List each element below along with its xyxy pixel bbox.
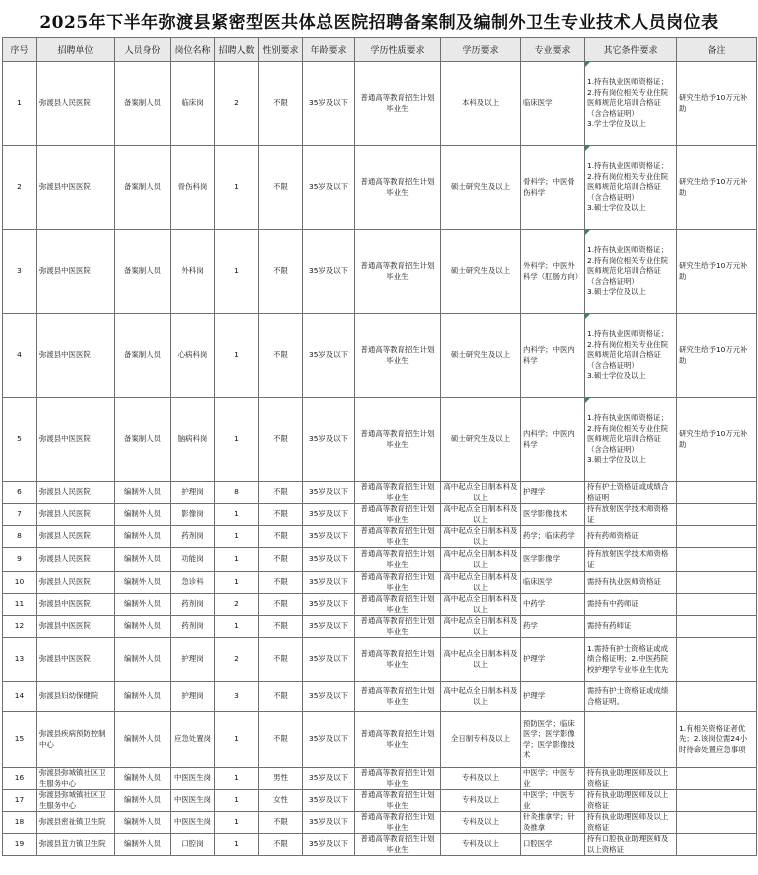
cell-gender: 不限 [259,526,303,548]
condition-line: 1.持有执业医师资格证； [587,161,668,171]
cell-edu: 高中起点全日制本科及以上 [441,482,521,504]
cell-post: 应急处置岗 [171,712,215,768]
cell-gender: 不限 [259,682,303,712]
cell-major: 中医学；中医专业 [521,790,585,812]
cell-count: 2 [215,594,259,616]
cell-identity: 编制外人员 [115,526,171,548]
cell-count: 1 [215,768,259,790]
cell-unit: 弥渡县密祉镇卫生院 [37,812,115,834]
cell-note [677,812,757,834]
cell-unit: 弥渡县妇幼保健院 [37,682,115,712]
cell-count: 3 [215,682,259,712]
cell-major: 中药学 [521,594,585,616]
condition-line: 2.持有岗位相关专业住院医师规范化培训合格证（含合格证明） [587,255,668,286]
cell-cond [585,230,677,314]
condition-line: 持有放射医学技术师资格证 [587,504,669,524]
cell-post: 急诊科 [171,572,215,594]
cell-identity: 编制外人员 [115,548,171,572]
cell-nature: 普通高等教育招生计划毕业生 [355,398,441,482]
table-row [3,398,757,482]
cell-count: 2 [215,62,259,146]
table-row [3,62,757,146]
cell-edu: 高中起点全日制本科及以上 [441,638,521,682]
cell-identity: 编制外人员 [115,638,171,682]
cell-major: 口腔医学 [521,834,585,856]
cell-cond [585,146,677,230]
cell-edu: 硕士研究生及以上 [441,230,521,314]
cell-no: 3 [3,230,37,314]
condition-line: 需持有药师证 [587,621,632,631]
cell-note [677,616,757,638]
cell-cond [585,594,677,616]
cell-cond [585,62,677,146]
cell-count: 1 [215,230,259,314]
cell-cond [585,638,677,682]
cell-edu: 专科及以上 [441,834,521,856]
cell-edu: 高中起点全日制本科及以上 [441,616,521,638]
cell-identity: 编制外人员 [115,790,171,812]
cell-note [677,548,757,572]
cell-note [677,834,757,856]
cell-gender: 不限 [259,812,303,834]
cell-unit: 弥渡县人民医院 [37,548,115,572]
cell-age: 35岁及以下 [303,314,355,398]
cell-nature: 普通高等教育招生计划毕业生 [355,834,441,856]
cell-edu: 硕士研究生及以上 [441,314,521,398]
cell-gender: 女性 [259,790,303,812]
cell-major: 预防医学；临床医学；医学影像学；医学影像技术 [521,712,585,768]
cell-nature: 普通高等教育招生计划毕业生 [355,62,441,146]
cell-cond [585,526,677,548]
cell-no: 9 [3,548,37,572]
cell-note: 研究生给予10万元补助 [677,314,757,398]
cell-count: 1 [215,790,259,812]
cell-post: 中医医生岗 [171,768,215,790]
cell-identity: 编制外人员 [115,812,171,834]
cell-note: 研究生给予10万元补助 [677,398,757,482]
cell-gender: 不限 [259,398,303,482]
cell-nature: 普通高等教育招生计划毕业生 [355,790,441,812]
cell-nature: 普通高等教育招生计划毕业生 [355,594,441,616]
cell-identity: 备案制人员 [115,146,171,230]
cell-age: 35岁及以下 [303,768,355,790]
cell-post: 护理岗 [171,482,215,504]
cell-unit: 弥渡县中医医院 [37,616,115,638]
cell-identity: 编制外人员 [115,712,171,768]
cell-edu: 高中起点全日制本科及以上 [441,504,521,526]
cell-no: 6 [3,482,37,504]
condition-line: 需持有中药师证 [587,599,639,609]
cell-major: 中医学；中医专业 [521,768,585,790]
cell-identity: 编制外人员 [115,504,171,526]
cell-unit: 弥渡县人民医院 [37,482,115,504]
cell-unit: 弥渡县弥城镇社区卫生服务中心 [37,790,115,812]
condition-line: 1.持有执业医师资格证； [587,329,668,339]
cell-identity: 编制外人员 [115,768,171,790]
condition-line: 1.持有执业医师资格证； [587,77,668,87]
cell-count: 1 [215,314,259,398]
cell-post: 药剂岗 [171,594,215,616]
cell-note [677,638,757,682]
cell-post: 口腔岗 [171,834,215,856]
condition-line: 需持有执业医师资格证 [587,577,661,587]
cell-age: 35岁及以下 [303,790,355,812]
cell-cond [585,548,677,572]
cell-no: 5 [3,398,37,482]
cell-no: 13 [3,638,37,682]
cell-major: 临床医学 [521,62,585,146]
column-header-edu: 学历要求 [441,38,521,62]
cell-edu: 专科及以上 [441,812,521,834]
cell-note: 1.有相关资格证者优先；2.该岗位需24小时待命处置应急事项 [677,712,757,768]
cell-identity: 备案制人员 [115,398,171,482]
condition-line: 3.硕士学位及以上 [587,203,646,213]
condition-line: 2.持有岗位相关专业住院医师规范化培训合格证（含合格证明） [587,171,668,202]
cell-no: 11 [3,594,37,616]
cell-no: 2 [3,146,37,230]
cell-age: 35岁及以下 [303,526,355,548]
cell-no: 1 [3,62,37,146]
cell-cond [585,712,677,768]
cell-note [677,790,757,812]
cell-gender: 不限 [259,572,303,594]
cell-nature: 普通高等教育招生计划毕业生 [355,572,441,594]
cell-count: 1 [215,146,259,230]
cell-no: 12 [3,616,37,638]
cell-unit: 弥渡县人民医院 [37,62,115,146]
cell-major: 护理学 [521,638,585,682]
table-row [3,482,757,504]
cell-identity: 备案制人员 [115,62,171,146]
cell-major: 外科学；中医外科学（肛肠方向） [521,230,585,314]
cell-post: 护理岗 [171,682,215,712]
cell-cond [585,482,677,504]
table-row [3,638,757,682]
cell-age: 35岁及以下 [303,548,355,572]
cell-note [677,768,757,790]
cell-edu: 专科及以上 [441,790,521,812]
cell-no: 7 [3,504,37,526]
cell-age: 35岁及以下 [303,572,355,594]
cell-cond [585,572,677,594]
column-header-cond: 其它条件要求 [585,38,677,62]
cell-unit: 弥渡县人民医院 [37,504,115,526]
cell-no: 17 [3,790,37,812]
cell-post: 外科岗 [171,230,215,314]
column-header-nature: 学历性质要求 [355,38,441,62]
cell-age: 35岁及以下 [303,682,355,712]
cell-count: 1 [215,812,259,834]
cell-age: 35岁及以下 [303,504,355,526]
cell-edu: 全日制专科及以上 [441,712,521,768]
table-row [3,682,757,712]
cell-major: 药学；临床药学 [521,526,585,548]
cell-identity: 备案制人员 [115,314,171,398]
cell-edu: 高中起点全日制本科及以上 [441,548,521,572]
column-header-note: 备注 [677,38,757,62]
cell-nature: 普通高等教育招生计划毕业生 [355,314,441,398]
cell-identity: 编制外人员 [115,572,171,594]
cell-unit: 弥渡县中医医院 [37,146,115,230]
cell-age: 35岁及以下 [303,482,355,504]
table-row [3,146,757,230]
table-row [3,768,757,790]
condition-line: 持有护士资格证或成绩合格证明 [587,482,669,502]
table-row [3,504,757,526]
cell-major: 骨科学；中医骨伤科学 [521,146,585,230]
table-row [3,812,757,834]
cell-nature: 普通高等教育招生计划毕业生 [355,682,441,712]
cell-no: 19 [3,834,37,856]
cell-major: 临床医学 [521,572,585,594]
cell-gender: 不限 [259,712,303,768]
cell-nature: 普通高等教育招生计划毕业生 [355,230,441,314]
condition-line: 需持有护士资格证或成绩合格证明。 [587,686,669,706]
table-row [3,594,757,616]
cell-post: 脑病科岗 [171,398,215,482]
cell-no: 8 [3,526,37,548]
cell-note: 研究生给予10万元补助 [677,62,757,146]
condition-line: 持有药师资格证 [587,531,639,541]
cell-unit: 弥渡县苴力镇卫生院 [37,834,115,856]
cell-major: 针灸推拿学；针灸推拿 [521,812,585,834]
column-header-identity: 人员身份 [115,38,171,62]
cell-age: 35岁及以下 [303,616,355,638]
cell-cond [585,504,677,526]
cell-major: 内科学；中医内科学 [521,398,585,482]
cell-identity: 备案制人员 [115,230,171,314]
condition-line: 持有放射医学技术师资格证 [587,549,669,569]
cell-gender: 不限 [259,314,303,398]
condition-line: 3.硕士学位及以上 [587,287,646,297]
cell-post: 中医医生岗 [171,812,215,834]
cell-unit: 弥渡县中医医院 [37,398,115,482]
cell-count: 1 [215,572,259,594]
cell-identity: 编制外人员 [115,616,171,638]
cell-nature: 普通高等教育招生计划毕业生 [355,146,441,230]
condition-line: 2.持有岗位相关专业住院医师规范化培训合格证（含合格证明） [587,339,668,370]
table-row [3,790,757,812]
cell-note [677,594,757,616]
cell-major: 内科学；中医内科学 [521,314,585,398]
cell-edu: 硕士研究生及以上 [441,146,521,230]
cell-unit: 弥渡县中医医院 [37,230,115,314]
cell-major: 护理学 [521,482,585,504]
cell-post: 中医医生岗 [171,790,215,812]
page-title: 2025年下半年弥渡县紧密型医共体总医院招聘备案制及编制外卫生专业技术人员岗位表 [39,13,719,33]
cell-cond [585,682,677,712]
cell-nature: 普通高等教育招生计划毕业生 [355,616,441,638]
cell-major: 药学 [521,616,585,638]
cell-nature: 普通高等教育招生计划毕业生 [355,812,441,834]
condition-line: 持有口腔执业助理医师及以上资格证 [587,834,669,854]
cell-nature: 普通高等教育招生计划毕业生 [355,768,441,790]
condition-line: 2.持有岗位相关专业住院医师规范化培训合格证（含合格证明） [587,423,668,454]
cell-no: 16 [3,768,37,790]
cell-no: 10 [3,572,37,594]
table-row [3,712,757,768]
condition-line: 持有执业助理医师及以上资格证 [587,812,669,832]
column-header-unit: 招聘单位 [37,38,115,62]
cell-gender: 不限 [259,146,303,230]
table-row [3,572,757,594]
cell-gender: 不限 [259,638,303,682]
cell-post: 临床岗 [171,62,215,146]
table-row [3,548,757,572]
cell-nature: 普通高等教育招生计划毕业生 [355,638,441,682]
cell-gender: 不限 [259,62,303,146]
cell-count: 1 [215,504,259,526]
cell-count: 8 [215,482,259,504]
cell-cond [585,812,677,834]
cell-gender: 不限 [259,504,303,526]
cell-cond [585,768,677,790]
cell-age: 35岁及以下 [303,594,355,616]
cell-gender: 不限 [259,482,303,504]
condition-line: 1.需持有护士资格证或成绩合格证明；2.中医药院校护理学专业毕业生优先 [587,643,669,674]
cell-post: 心病科岗 [171,314,215,398]
cell-gender: 男性 [259,768,303,790]
cell-unit: 弥渡县中医医院 [37,594,115,616]
cell-age: 35岁及以下 [303,146,355,230]
cell-cond [585,790,677,812]
cell-edu: 专科及以上 [441,768,521,790]
column-header-count: 招聘人数 [215,38,259,62]
table-row [3,230,757,314]
cell-age: 35岁及以下 [303,812,355,834]
cell-age: 35岁及以下 [303,398,355,482]
cell-edu: 高中起点全日制本科及以上 [441,572,521,594]
cell-nature: 普通高等教育招生计划毕业生 [355,548,441,572]
cell-edu: 高中起点全日制本科及以上 [441,594,521,616]
condition-line: 3.学士学位及以上 [587,119,646,129]
cell-count: 2 [215,638,259,682]
cell-gender: 不限 [259,616,303,638]
cell-count: 1 [215,398,259,482]
cell-gender: 不限 [259,594,303,616]
cell-cond [585,616,677,638]
column-header-major: 专业要求 [521,38,585,62]
condition-line: 3.硕士学位及以上 [587,455,646,465]
cell-identity: 编制外人员 [115,682,171,712]
cell-no: 14 [3,682,37,712]
cell-unit: 弥渡县人民医院 [37,526,115,548]
cell-count: 1 [215,526,259,548]
cell-age: 35岁及以下 [303,712,355,768]
cell-cond [585,398,677,482]
column-header-no: 序号 [3,38,37,62]
cell-no: 15 [3,712,37,768]
condition-line: 1.持有执业医师资格证； [587,245,668,255]
table-row [3,526,757,548]
cell-cond [585,834,677,856]
header-row [3,38,757,62]
cell-note [677,572,757,594]
column-header-gender: 性别要求 [259,38,303,62]
table-row [3,314,757,398]
cell-edu: 本科及以上 [441,62,521,146]
table-body [3,62,757,856]
cell-major: 医学影像学 [521,548,585,572]
cell-count: 1 [215,616,259,638]
cell-post: 影像岗 [171,504,215,526]
column-header-post: 岗位名称 [171,38,215,62]
cell-post: 药剂岗 [171,616,215,638]
cell-identity: 编制外人员 [115,594,171,616]
table-row [3,616,757,638]
cell-no: 18 [3,812,37,834]
condition-line: 持有执业助理医师及以上资格证 [587,768,669,788]
cell-gender: 不限 [259,230,303,314]
recruitment-table [2,37,757,856]
cell-count: 1 [215,712,259,768]
cell-note [677,526,757,548]
cell-no: 4 [3,314,37,398]
cell-unit: 弥渡县中医医院 [37,314,115,398]
cell-age: 35岁及以下 [303,834,355,856]
cell-identity: 编制外人员 [115,834,171,856]
condition-line: 1.持有执业医师资格证； [587,413,668,423]
cell-note: 研究生给予10万元补助 [677,230,757,314]
cell-age: 35岁及以下 [303,62,355,146]
cell-unit: 弥渡县疾病预防控制中心 [37,712,115,768]
cell-unit: 弥渡县弥城镇社区卫生服务中心 [37,768,115,790]
cell-note: 研究生给予10万元补助 [677,146,757,230]
cell-gender: 不限 [259,548,303,572]
cell-gender: 不限 [259,834,303,856]
cell-post: 骨伤科岗 [171,146,215,230]
cell-age: 35岁及以下 [303,230,355,314]
cell-note [677,504,757,526]
cell-post: 功能岗 [171,548,215,572]
cell-post: 护理岗 [171,638,215,682]
cell-edu: 高中起点全日制本科及以上 [441,682,521,712]
cell-unit: 弥渡县中医医院 [37,638,115,682]
condition-line: 持有执业助理医师及以上资格证 [587,790,669,810]
cell-nature: 普通高等教育招生计划毕业生 [355,526,441,548]
cell-cond [585,314,677,398]
cell-identity: 编制外人员 [115,482,171,504]
cell-post: 药剂岗 [171,526,215,548]
cell-nature: 普通高等教育招生计划毕业生 [355,482,441,504]
condition-line: 2.持有岗位相关专业住院医师规范化培训合格证（含合格证明） [587,87,668,118]
table-row [3,834,757,856]
cell-note [677,682,757,712]
cell-edu: 高中起点全日制本科及以上 [441,526,521,548]
cell-note [677,482,757,504]
cell-unit: 弥渡县人民医院 [37,572,115,594]
cell-count: 1 [215,834,259,856]
condition-line: 3.硕士学位及以上 [587,371,646,381]
cell-nature: 普通高等教育招生计划毕业生 [355,712,441,768]
cell-count: 1 [215,548,259,572]
cell-major: 医学影像技术 [521,504,585,526]
cell-edu: 硕士研究生及以上 [441,398,521,482]
cell-age: 35岁及以下 [303,638,355,682]
column-header-age: 年龄要求 [303,38,355,62]
cell-nature: 普通高等教育招生计划毕业生 [355,504,441,526]
cell-major: 护理学 [521,682,585,712]
